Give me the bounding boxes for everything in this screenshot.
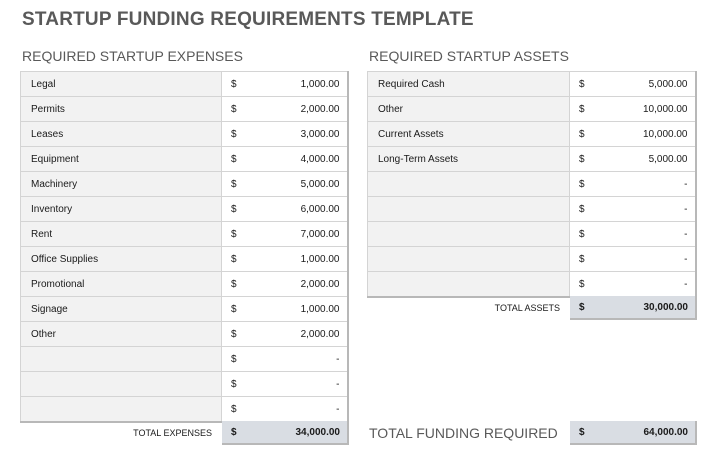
row-amount[interactable]: 6,000.00 bbox=[270, 197, 348, 222]
expenses-total-box bbox=[222, 421, 349, 445]
currency-symbol: $ bbox=[222, 72, 270, 97]
table-row bbox=[21, 147, 348, 172]
row-label[interactable]: Other bbox=[21, 322, 222, 347]
row-amount[interactable]: 5,000.00 bbox=[618, 72, 696, 97]
table-row bbox=[21, 97, 348, 122]
row-amount[interactable]: - bbox=[270, 372, 348, 397]
row-label[interactable]: Equipment bbox=[21, 147, 222, 172]
currency-symbol: $ bbox=[570, 197, 618, 222]
table-row bbox=[368, 197, 696, 222]
currency-symbol: $ bbox=[222, 272, 270, 297]
row-label[interactable]: Office Supplies bbox=[21, 247, 222, 272]
table-row bbox=[21, 347, 348, 372]
expenses-total-label: TOTAL EXPENSES bbox=[133, 428, 212, 438]
table-row bbox=[21, 172, 348, 197]
row-label[interactable]: Required Cash bbox=[368, 72, 570, 97]
currency-symbol: $ bbox=[222, 97, 270, 122]
currency-symbol: $ bbox=[222, 222, 270, 247]
row-amount[interactable]: 1,000.00 bbox=[270, 297, 348, 322]
table-row bbox=[21, 397, 348, 423]
row-amount[interactable]: 2,000.00 bbox=[270, 322, 348, 347]
table-row bbox=[21, 322, 348, 347]
row-amount[interactable]: - bbox=[618, 247, 696, 272]
row-amount[interactable]: 7,000.00 bbox=[270, 222, 348, 247]
expenses-table bbox=[20, 71, 349, 423]
row-label[interactable]: Long-Term Assets bbox=[368, 147, 570, 172]
row-label[interactable] bbox=[21, 397, 222, 423]
assets-total-label: TOTAL ASSETS bbox=[494, 303, 560, 313]
row-amount[interactable]: 4,000.00 bbox=[270, 147, 348, 172]
currency-symbol: $ bbox=[222, 297, 270, 322]
table-row bbox=[21, 272, 348, 297]
row-amount[interactable]: 1,000.00 bbox=[270, 247, 348, 272]
row-amount[interactable]: 1,000.00 bbox=[270, 72, 348, 97]
assets-total-value: 30,000.00 bbox=[643, 301, 688, 313]
grand-total-value: 64,000.00 bbox=[643, 426, 688, 438]
row-label[interactable]: Other bbox=[368, 97, 570, 122]
table-row bbox=[21, 222, 348, 247]
row-amount[interactable]: 3,000.00 bbox=[270, 122, 348, 147]
currency-symbol: $ bbox=[570, 222, 618, 247]
row-label[interactable] bbox=[21, 372, 222, 397]
currency-symbol: $ bbox=[222, 397, 270, 423]
row-amount[interactable]: - bbox=[270, 347, 348, 372]
currency-symbol: $ bbox=[570, 172, 618, 197]
currency-symbol: $ bbox=[570, 272, 618, 298]
table-row bbox=[368, 72, 696, 97]
table-row bbox=[368, 247, 696, 272]
row-label[interactable] bbox=[368, 222, 570, 247]
table-row bbox=[21, 297, 348, 322]
currency-symbol: $ bbox=[570, 147, 618, 172]
currency-symbol: $ bbox=[222, 197, 270, 222]
currency-symbol: $ bbox=[570, 122, 618, 147]
row-label[interactable] bbox=[368, 272, 570, 298]
currency-symbol: $ bbox=[222, 347, 270, 372]
row-label[interactable] bbox=[368, 197, 570, 222]
row-label[interactable] bbox=[21, 347, 222, 372]
table-row bbox=[368, 97, 696, 122]
currency-symbol: $ bbox=[222, 122, 270, 147]
table-row bbox=[21, 372, 348, 397]
row-label[interactable]: Permits bbox=[21, 97, 222, 122]
row-amount[interactable]: - bbox=[618, 222, 696, 247]
expenses-total-value: 34,000.00 bbox=[295, 426, 340, 438]
currency-symbol: $ bbox=[579, 301, 585, 313]
currency-symbol: $ bbox=[579, 426, 585, 438]
row-label[interactable] bbox=[368, 247, 570, 272]
row-amount[interactable]: 2,000.00 bbox=[270, 272, 348, 297]
row-amount[interactable]: - bbox=[618, 172, 696, 197]
assets-table bbox=[367, 71, 697, 298]
row-label[interactable] bbox=[368, 172, 570, 197]
table-row bbox=[21, 122, 348, 147]
currency-symbol: $ bbox=[570, 97, 618, 122]
currency-symbol: $ bbox=[222, 172, 270, 197]
row-amount[interactable]: 10,000.00 bbox=[618, 97, 696, 122]
row-amount[interactable]: 5,000.00 bbox=[618, 147, 696, 172]
table-row bbox=[21, 247, 348, 272]
row-amount[interactable]: 10,000.00 bbox=[618, 122, 696, 147]
table-row bbox=[368, 172, 696, 197]
row-label[interactable]: Machinery bbox=[21, 172, 222, 197]
row-label[interactable]: Signage bbox=[21, 297, 222, 322]
row-label[interactable]: Leases bbox=[21, 122, 222, 147]
currency-symbol: $ bbox=[222, 372, 270, 397]
row-amount[interactable]: - bbox=[618, 197, 696, 222]
currency-symbol: $ bbox=[570, 72, 618, 97]
row-amount[interactable]: 2,000.00 bbox=[270, 97, 348, 122]
grand-total-box bbox=[570, 421, 697, 445]
assets-total-row bbox=[367, 296, 697, 320]
grand-total-row bbox=[570, 421, 697, 445]
assets-total-box bbox=[570, 296, 697, 320]
table-row bbox=[21, 197, 348, 222]
table-row bbox=[368, 147, 696, 172]
currency-symbol: $ bbox=[222, 247, 270, 272]
row-amount[interactable]: - bbox=[270, 397, 348, 423]
expenses-total-row bbox=[20, 421, 349, 445]
currency-symbol: $ bbox=[231, 426, 237, 438]
expenses-heading: REQUIRED STARTUP EXPENSES bbox=[22, 48, 243, 64]
table-row bbox=[368, 272, 696, 298]
row-label[interactable]: Legal bbox=[21, 72, 222, 97]
currency-symbol: $ bbox=[222, 322, 270, 347]
table-row bbox=[368, 122, 696, 147]
row-label[interactable]: Rent bbox=[21, 222, 222, 247]
row-label[interactable]: Promotional bbox=[21, 272, 222, 297]
assets-heading: REQUIRED STARTUP ASSETS bbox=[369, 48, 569, 64]
row-amount[interactable]: - bbox=[618, 272, 696, 298]
table-row bbox=[368, 222, 696, 247]
row-label[interactable]: Inventory bbox=[21, 197, 222, 222]
currency-symbol: $ bbox=[222, 147, 270, 172]
table-row bbox=[21, 72, 348, 97]
currency-symbol: $ bbox=[570, 247, 618, 272]
row-label[interactable]: Current Assets bbox=[368, 122, 570, 147]
grand-total-label: TOTAL FUNDING REQUIRED bbox=[369, 425, 558, 441]
page-title: STARTUP FUNDING REQUIREMENTS TEMPLATE bbox=[22, 9, 474, 30]
row-amount[interactable]: 5,000.00 bbox=[270, 172, 348, 197]
